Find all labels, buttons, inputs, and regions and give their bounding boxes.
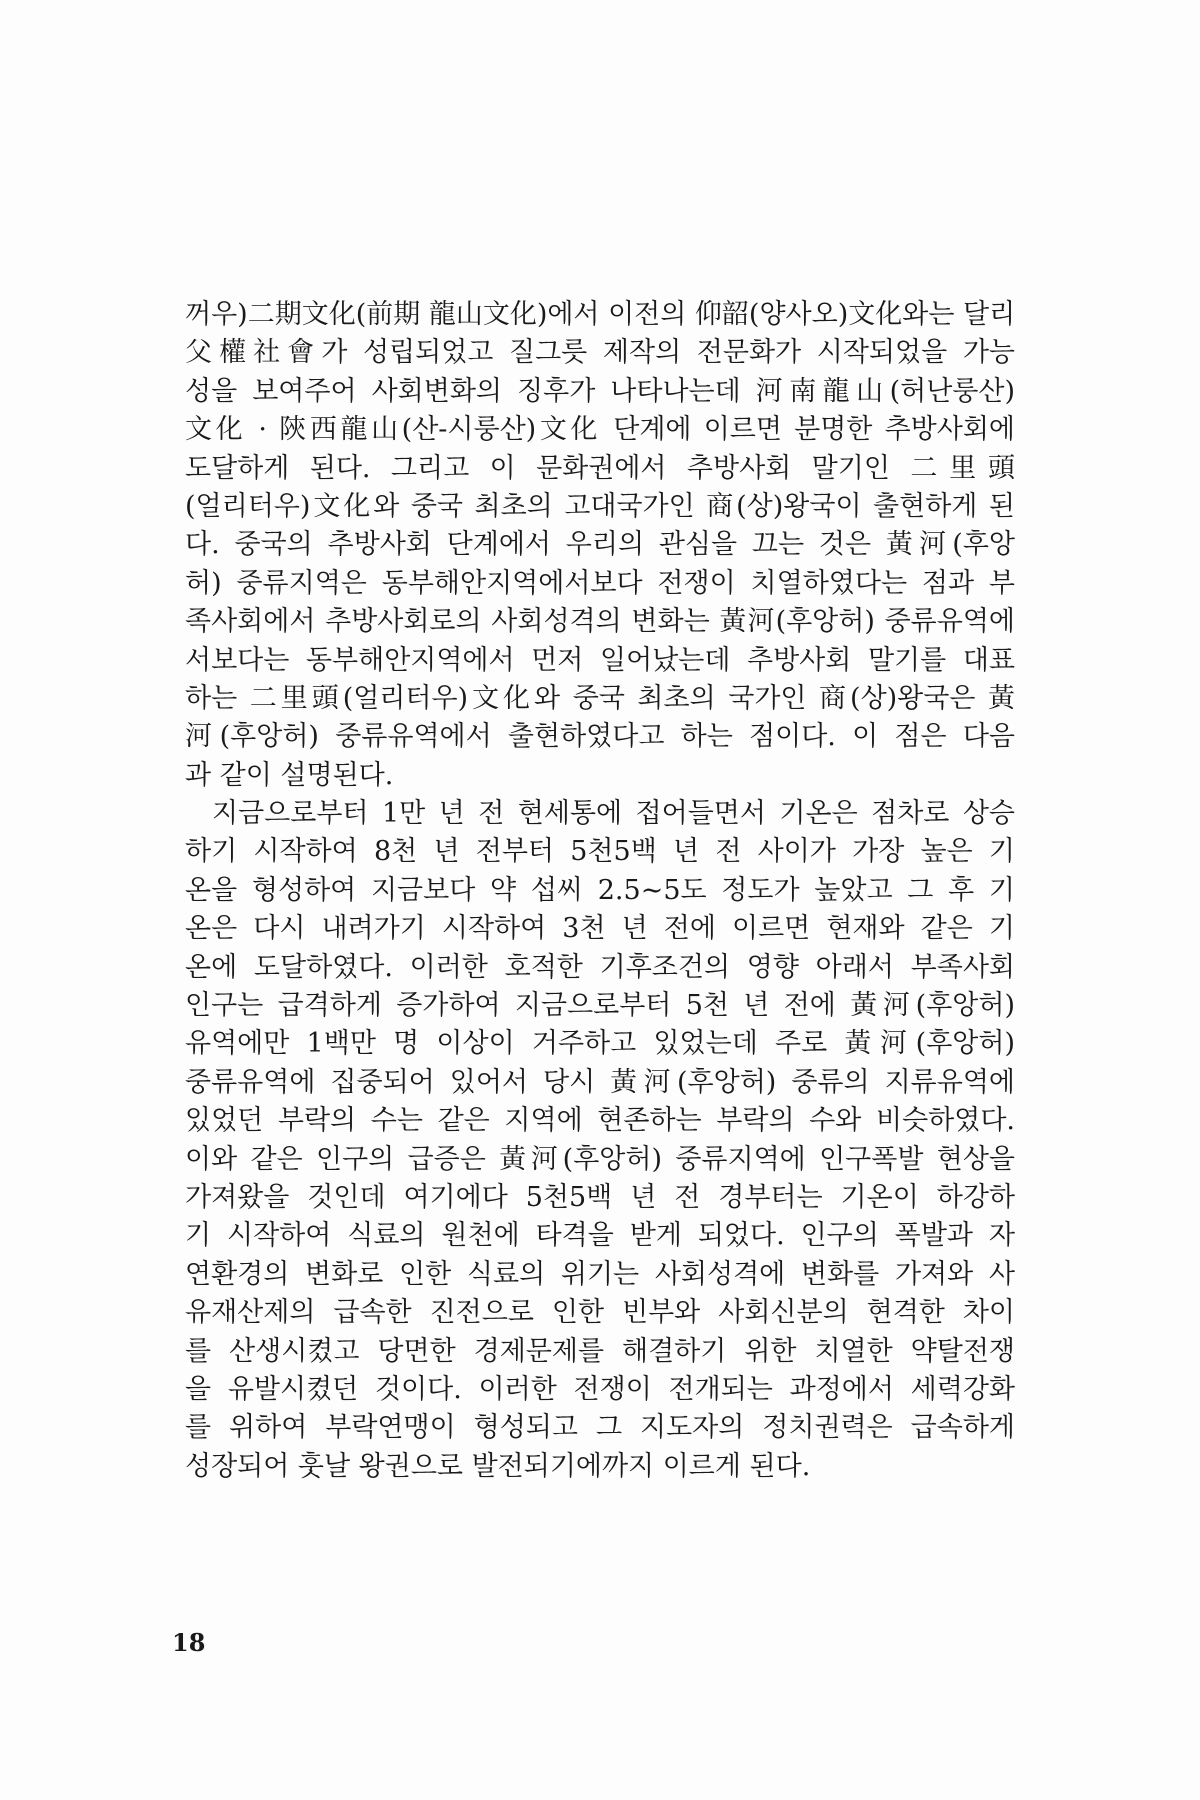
- text-line: 있었던 부락의 수는 같은 지역에 현존하는 부락의 수와 비슷하였다.: [185, 1105, 1015, 1137]
- text-line: 인구는 급격하게 증가하여 지금으로부터 5천 년 전에 黃河(후앙허): [185, 990, 1015, 1022]
- paragraph-1: [185, 296, 1015, 795]
- page-number: 18: [172, 1628, 206, 1657]
- text-line: 가져왔을 것인데 여기에다 5천5백 년 전 경부터는 기온이 하강하: [185, 1181, 1015, 1213]
- text-line: 꺼우)二期文化(前期 龍山文化)에서 이전의 仰韶(양사오)文化와는 달리: [185, 299, 1015, 330]
- text-line: 과 같이 설명된다.: [185, 759, 394, 791]
- text-line: 기 시작하여 식료의 원천에 타격을 받게 되었다. 인구의 폭발과 자: [185, 1220, 1015, 1252]
- text-line: 성을 보여주어 사회변화의 징후가 나타나는데 河南龍山(허난룽산): [185, 375, 1015, 407]
- text-line: 文化 · 陝西龍山(산-시룽산)文化 단계에 이르면 분명한 추방사회에: [185, 414, 1015, 446]
- text-line: 지금으로부터 1만 년 전 현세통에 접어들면서 기온은 점차로 상승: [212, 798, 1015, 830]
- text-line: 도달하게 된다. 그리고 이 문화권에서 추방사회 말기인 二里頭: [185, 452, 1015, 484]
- text-line: (얼리터우)文化와 중국 최초의 고대국가인 商(상)왕국이 출현하게 된: [185, 490, 1015, 522]
- text-line: 온에 도달하였다. 이러한 호적한 기후조건의 영향 아래서 부족사회: [185, 951, 1015, 983]
- text-line: 서보다는 동부해안지역에서 먼저 일어났는데 추방사회 말기를 대표: [185, 644, 1015, 676]
- text-line: 이와 같은 인구의 급증은 黃河(후앙허) 중류지역에 인구폭발 현상을: [185, 1143, 1015, 1175]
- paragraph-2: [185, 795, 1015, 1486]
- text-line: 중류유역에 집중되어 있어서 당시 黃河(후앙허) 중류의 지류유역에: [185, 1066, 1015, 1098]
- text-line: 온은 다시 내려가기 시작하여 3천 년 전에 이르면 현재와 같은 기: [185, 913, 1015, 945]
- text-line: 연환경의 변화로 인한 식료의 위기는 사회성격에 변화를 가져와 사: [185, 1258, 1015, 1290]
- text-line: 河(후앙허) 중류유역에서 출현하였다고 하는 점이다. 이 점은 다음: [185, 721, 1015, 753]
- text-line: 온을 형성하여 지금보다 약 섭씨 2.5∼5도 정도가 높았고 그 후 기: [185, 874, 1015, 906]
- text-line: 를 산생시켰고 당면한 경제문제를 해결하기 위한 치열한 약탈전쟁: [185, 1335, 1015, 1367]
- text-line: 를 위하여 부락연맹이 형성되고 그 지도자의 정치권력은 급속하게: [185, 1412, 1015, 1444]
- text-line: 유역에만 1백만 명 이상이 거주하고 있었는데 주로 黃河(후앙허): [185, 1028, 1015, 1060]
- text-line: 하기 시작하여 8천 년 전부터 5천5백 년 전 사이가 가장 높은 기: [185, 836, 1015, 868]
- text-line: 다. 중국의 추방사회 단계에서 우리의 관심을 끄는 것은 黃河(후앙: [185, 529, 1015, 561]
- text-line: 父權社會가 성립되었고 질그릇 제작의 전문화가 시작되었을 가능: [185, 337, 1015, 369]
- text-line: 유재산제의 급속한 진전으로 인한 빈부와 사회신분의 현격한 차이: [185, 1297, 1015, 1329]
- body-text: [185, 296, 1015, 1486]
- text-line: 을 유발시켰던 것이다. 이러한 전쟁이 전개되는 과정에서 세력강화: [185, 1373, 1015, 1405]
- text-line: 허) 중류지역은 동부해안지역에서보다 전쟁이 치열하였다는 점과 부: [185, 567, 1015, 599]
- text-line: 성장되어 훗날 왕권으로 발전되기에까지 이르게 된다.: [185, 1450, 811, 1482]
- text-line: 하는 二里頭(얼리터우)文化와 중국 최초의 국가인 商(상)왕국은 黃: [185, 682, 1015, 714]
- text-line: 족사회에서 추방사회로의 사회성격의 변화는 黃河(후앙허) 중류유역에: [185, 606, 1015, 638]
